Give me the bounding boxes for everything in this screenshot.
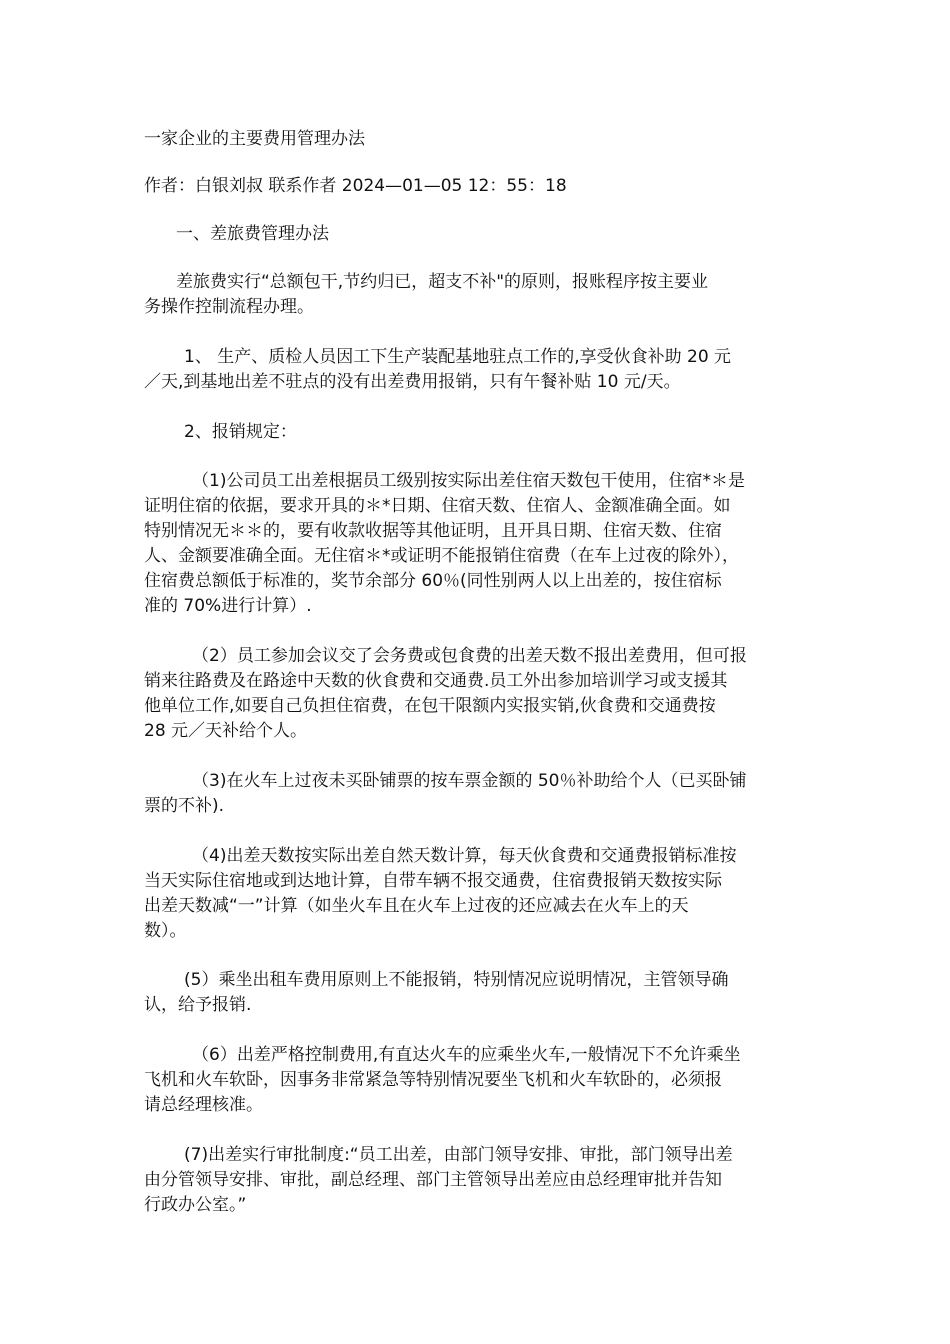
paragraph-line: 由分管领导安排、审批，副总经理、部门主管领导出差应由总经理审批并告知 bbox=[144, 1170, 722, 1190]
paragraph-line: 销来往路费及在路途中天数的伙食费和交通费.员工外出参加培训学习或支援其 bbox=[144, 671, 728, 691]
paragraph-line: 准的 70%进行计算）. bbox=[144, 596, 312, 616]
paragraph-line: 他单位工作,如要自己负担住宿费，在包干限额内实报实销,伙食费和交通费按 bbox=[144, 696, 716, 716]
paragraph-line: ／天,到基地出差不驻点的没有出差费用报销，只有午餐补贴 10 元/天。 bbox=[144, 372, 681, 392]
paragraph-line: (5）乘坐出租车费用原则上不能报销，特别情况应说明情况，主管领导确 bbox=[184, 970, 729, 990]
paragraph-line: 28 元／天补给个人。 bbox=[144, 721, 308, 741]
paragraph-line: （6）出差严格控制费用,有直达火车的应乘坐火车,一般情况下不允许乘坐 bbox=[192, 1045, 741, 1065]
paragraph-line: (7)出差实行审批制度:“员工出差，由部门领导安排、审批，部门领导出差 bbox=[184, 1145, 733, 1165]
paragraph-line: 出差天数减“一”计算（如坐火车且在火车上过夜的还应减去在火车上的天 bbox=[144, 896, 689, 916]
paragraph-line: 人、金额要准确全面。无住宿＊*或证明不能报销住宿费（在车上过夜的除外）， bbox=[144, 546, 739, 566]
paragraph-line: 票的不补). bbox=[144, 796, 225, 816]
paragraph-line: 特别情况无＊＊的，要有收款收据等其他证明，且开具日期、住宿天数、住宿 bbox=[144, 521, 722, 541]
paragraph-line: 证明住宿的依据，要求开具的＊*日期、住宿天数、住宿人、金额准确全面。如 bbox=[144, 496, 731, 516]
paragraph-line: 务操作控制流程办理。 bbox=[144, 297, 314, 317]
document-meta: 作者：白银刘叔 联系作者 2024—01—05 12：55：18 bbox=[144, 176, 567, 196]
section-heading: 一、差旅费管理办法 bbox=[176, 224, 329, 244]
paragraph-line: 1、 生产、质检人员因工下生产装配基地驻点工作的,享受伙食补助 20 元 bbox=[184, 347, 732, 367]
paragraph-line: 2、报销规定： bbox=[184, 422, 297, 442]
paragraph-line: 请总经理核准。 bbox=[144, 1095, 263, 1115]
paragraph-line: 数）。 bbox=[144, 921, 187, 941]
paragraph-line: 差旅费实行“总额包干,节约归已，超支不补"的原则，报账程序按主要业 bbox=[176, 272, 709, 292]
paragraph-line: 行政办公室。” bbox=[144, 1195, 247, 1215]
paragraph-line: （1)公司员工出差根据员工级别按实际出差住宿天数包干使用，住宿*＊是 bbox=[192, 471, 745, 491]
paragraph-line: （2）员工参加会议交了会务费或包食费的出差天数不报出差费用，但可报 bbox=[192, 646, 747, 666]
paragraph-line: （4)出差天数按实际出差自然天数计算，每天伙食费和交通费报销标准按 bbox=[192, 846, 737, 866]
paragraph-line: （3)在火车上过夜未买卧铺票的按车票金额的 50％补助给个人（已买卧铺 bbox=[192, 771, 747, 791]
paragraph-line: 当天实际住宿地或到达地计算，自带车辆不报交通费，住宿费报销天数按实际 bbox=[144, 871, 722, 891]
document-title: 一家企业的主要费用管理办法 bbox=[144, 129, 365, 149]
paragraph-line: 飞机和火车软卧，因事务非常紧急等特别情况要坐飞机和火车软卧的，必须报 bbox=[144, 1070, 722, 1090]
paragraph-line: 认，给予报销. bbox=[144, 995, 252, 1015]
paragraph-line: 住宿费总额低于标准的，奖节余部分 60％(同性别两人以上出差的，按住宿标 bbox=[144, 571, 722, 591]
